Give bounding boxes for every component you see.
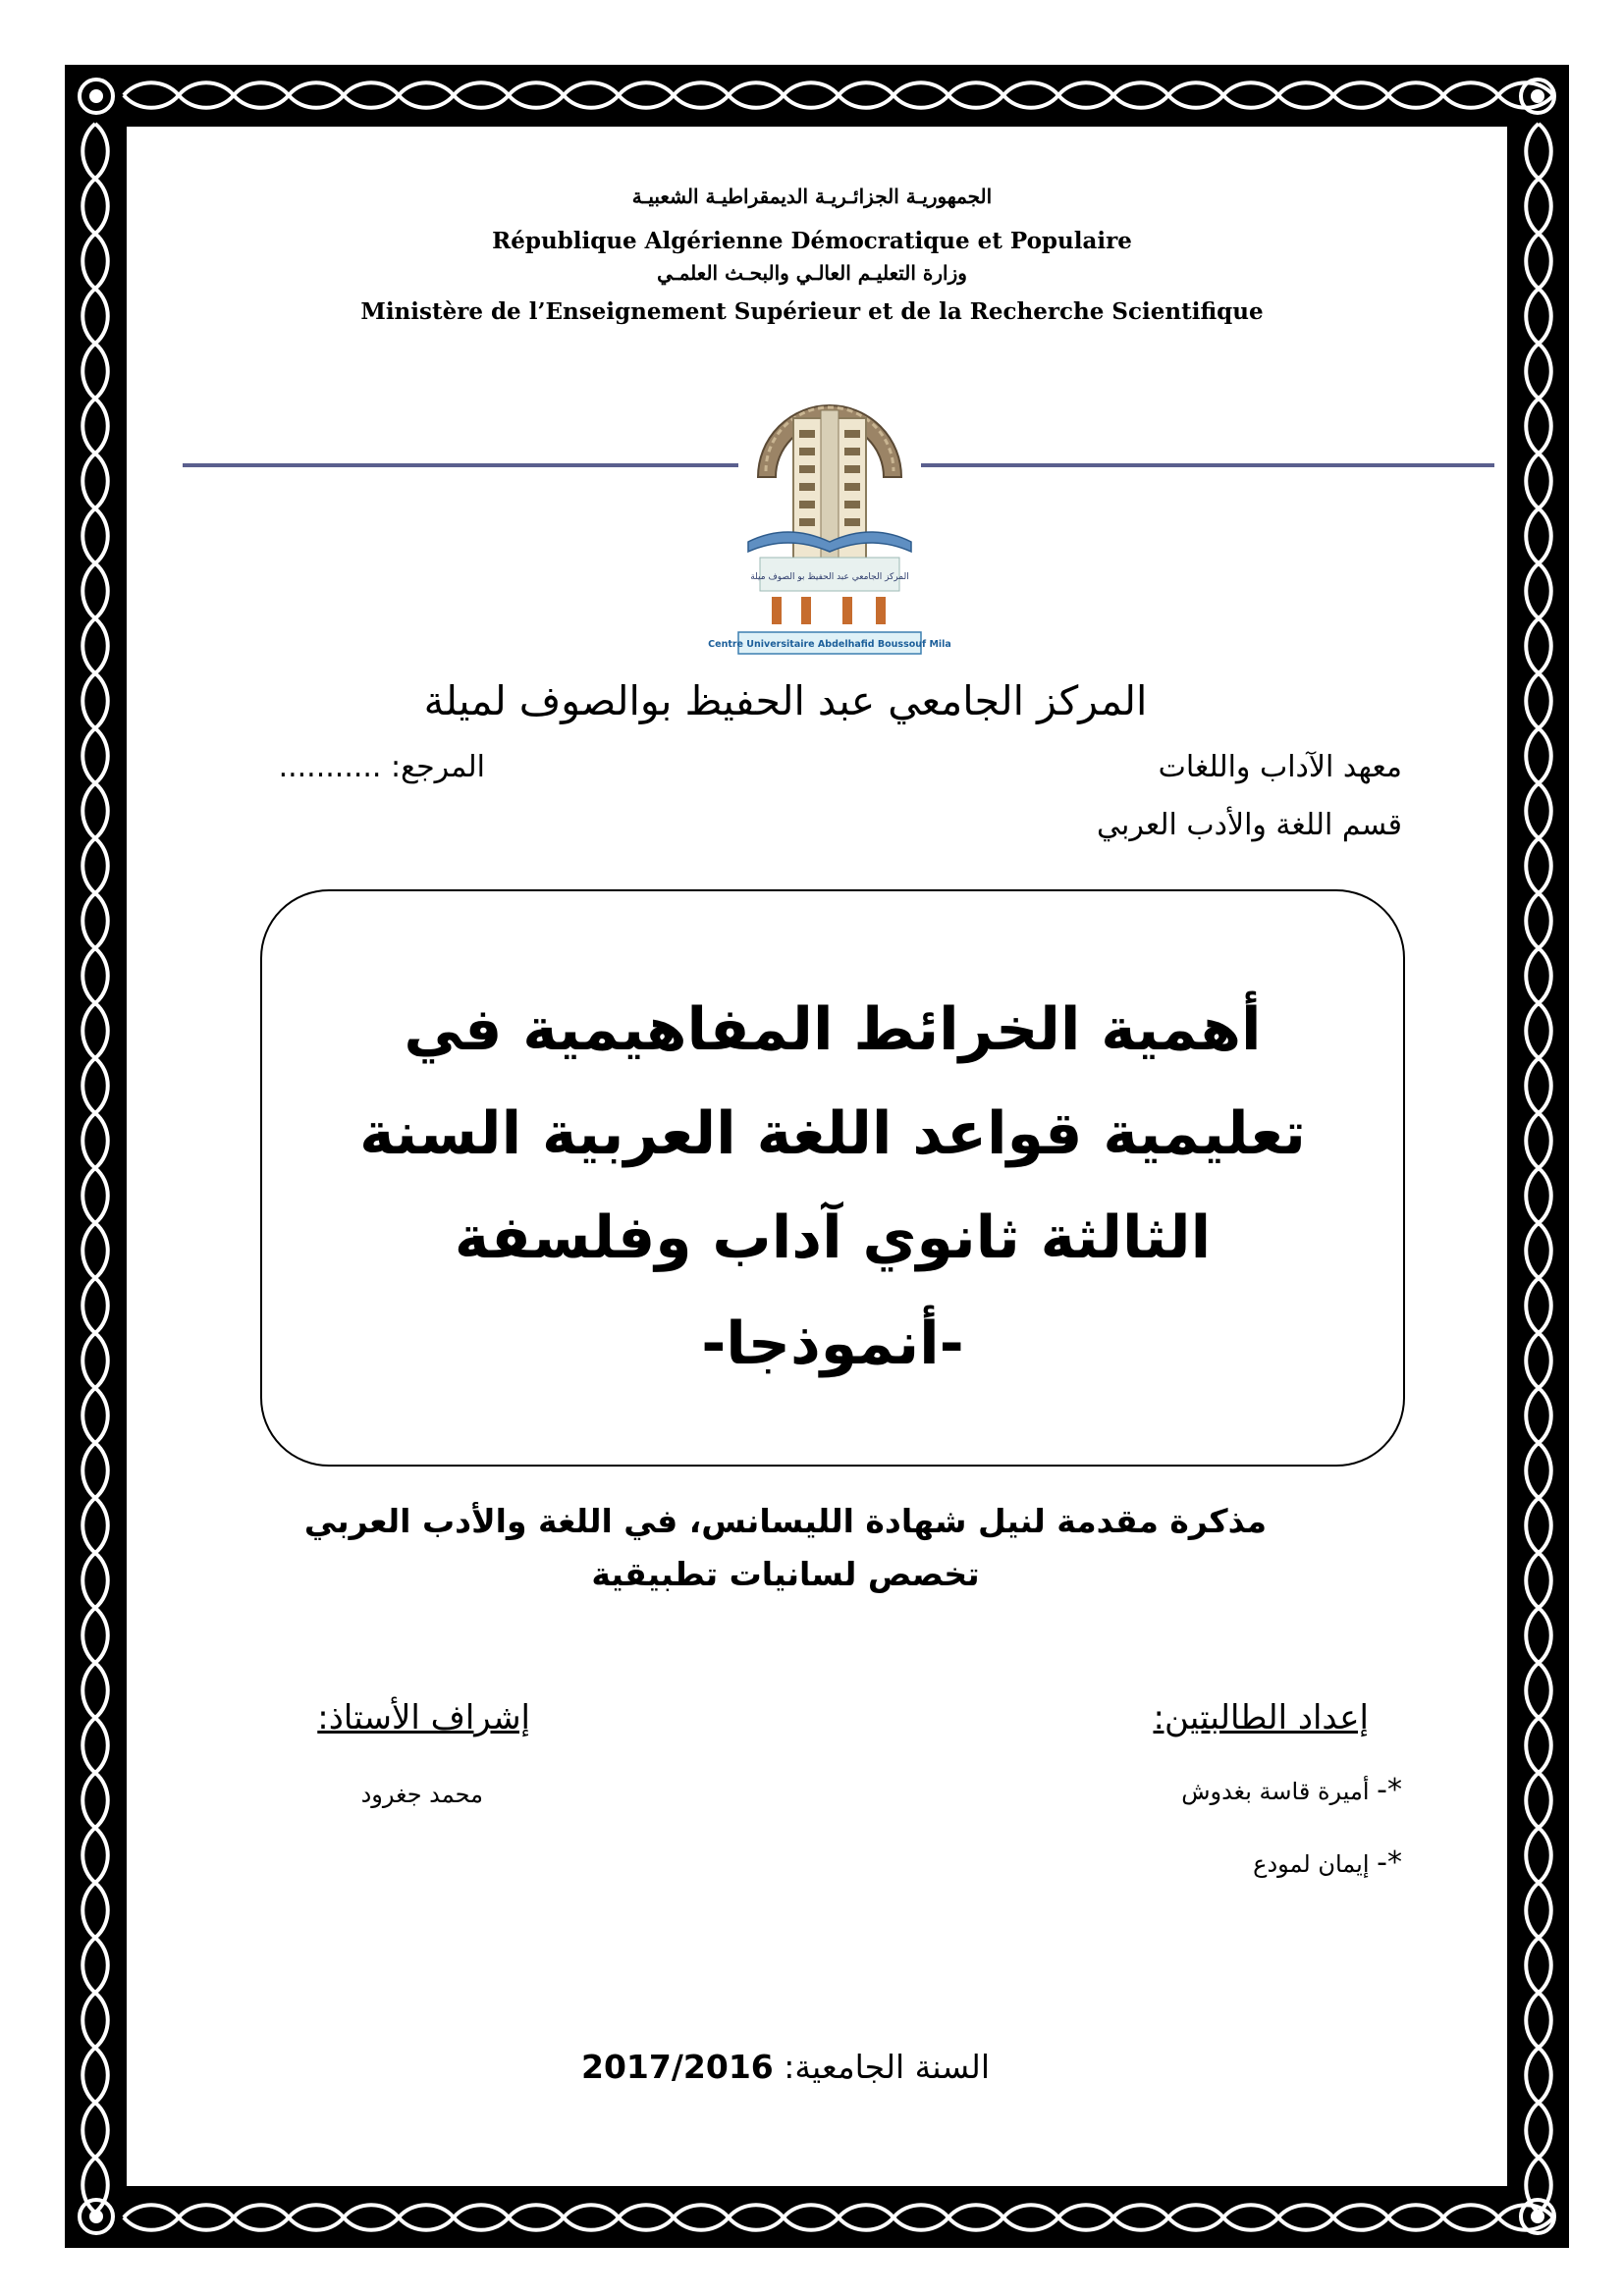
university-logo — [708, 349, 951, 660]
academic-year — [295, 2048, 1276, 2086]
thesis-title-line-1: أهمية الخرائط المفاهيمية في — [404, 995, 1262, 1064]
student-name: أميرة قاسة بغدوش — [1181, 1778, 1370, 1805]
supervisor-heading: إشراف الأستاذ: — [317, 1698, 530, 1737]
corner-ornament-icon — [1514, 2193, 1561, 2240]
academic-year-label: السنة الجامعية: — [784, 2048, 990, 2086]
logo-caption: Centre Universitaire Abdelhafid Boussouf Mila — [708, 639, 951, 650]
student-name: إيمان لمودع — [1253, 1850, 1370, 1878]
corner-ornament-icon — [73, 2193, 120, 2240]
thesis-title-line-2: تعليمية قواعد اللغة العربية السنة — [359, 1099, 1306, 1168]
supervisor-name: محمد جغرود — [360, 1781, 483, 1808]
corner-ornament-icon — [1514, 73, 1561, 120]
border-chain-top — [124, 77, 1510, 114]
border-chain-right — [1520, 124, 1557, 2189]
header-divider — [183, 463, 738, 467]
department-name: قسم اللغة والأدب العربي — [1096, 808, 1402, 842]
thesis-title-box — [260, 889, 1405, 1467]
header-divider — [921, 463, 1494, 467]
republic-arabic: الجمهوريـة الجزائـريـة الديمقراطيـة الشعبيـة — [631, 185, 993, 208]
republic-french: République Algérienne Démocratique et Populaire — [492, 228, 1132, 254]
thesis-title-line-4: -أنموذجا- — [701, 1309, 964, 1378]
ministry-arabic: وزارة التعليـم العالـي والبحـث العلمـي — [657, 261, 967, 285]
ministry-french: Ministère de l’Enseignement Supérieur et de la Recherche Scientifique — [360, 298, 1264, 325]
thesis-title-line-3: الثالثة ثانوي آداب وفلسفة — [454, 1203, 1212, 1272]
border-chain-left — [77, 124, 114, 2189]
institute-name: معهد الآداب واللغات — [1158, 750, 1402, 784]
students-heading: إعداد الطالبتين: — [1153, 1698, 1369, 1737]
academic-year-value: 2017/2016 — [581, 2048, 774, 2086]
bullet-marker: *- — [1377, 1845, 1402, 1880]
bullet-marker: *- — [1377, 1773, 1402, 1807]
reference-field: المرجع: ........... — [278, 750, 485, 784]
corner-ornament-icon — [73, 73, 120, 120]
student-row — [1253, 1845, 1402, 1880]
border-chain-bottom — [124, 2199, 1510, 2236]
memo-degree: مذكرة مقدمة لنيل شهادة الليسانس، في اللغة والأدب العربي — [303, 1502, 1268, 1540]
university-name: المركز الجامعي عبد الحفيظ بوالصوف لميلة — [423, 677, 1148, 724]
logo-arabic-text: المركز الجامعي عبد الحفيظ بو الصوف ميلة — [750, 572, 909, 582]
memo-specialization: تخصص لسانيات تطبيقية — [591, 1555, 980, 1593]
student-row — [1181, 1773, 1402, 1807]
